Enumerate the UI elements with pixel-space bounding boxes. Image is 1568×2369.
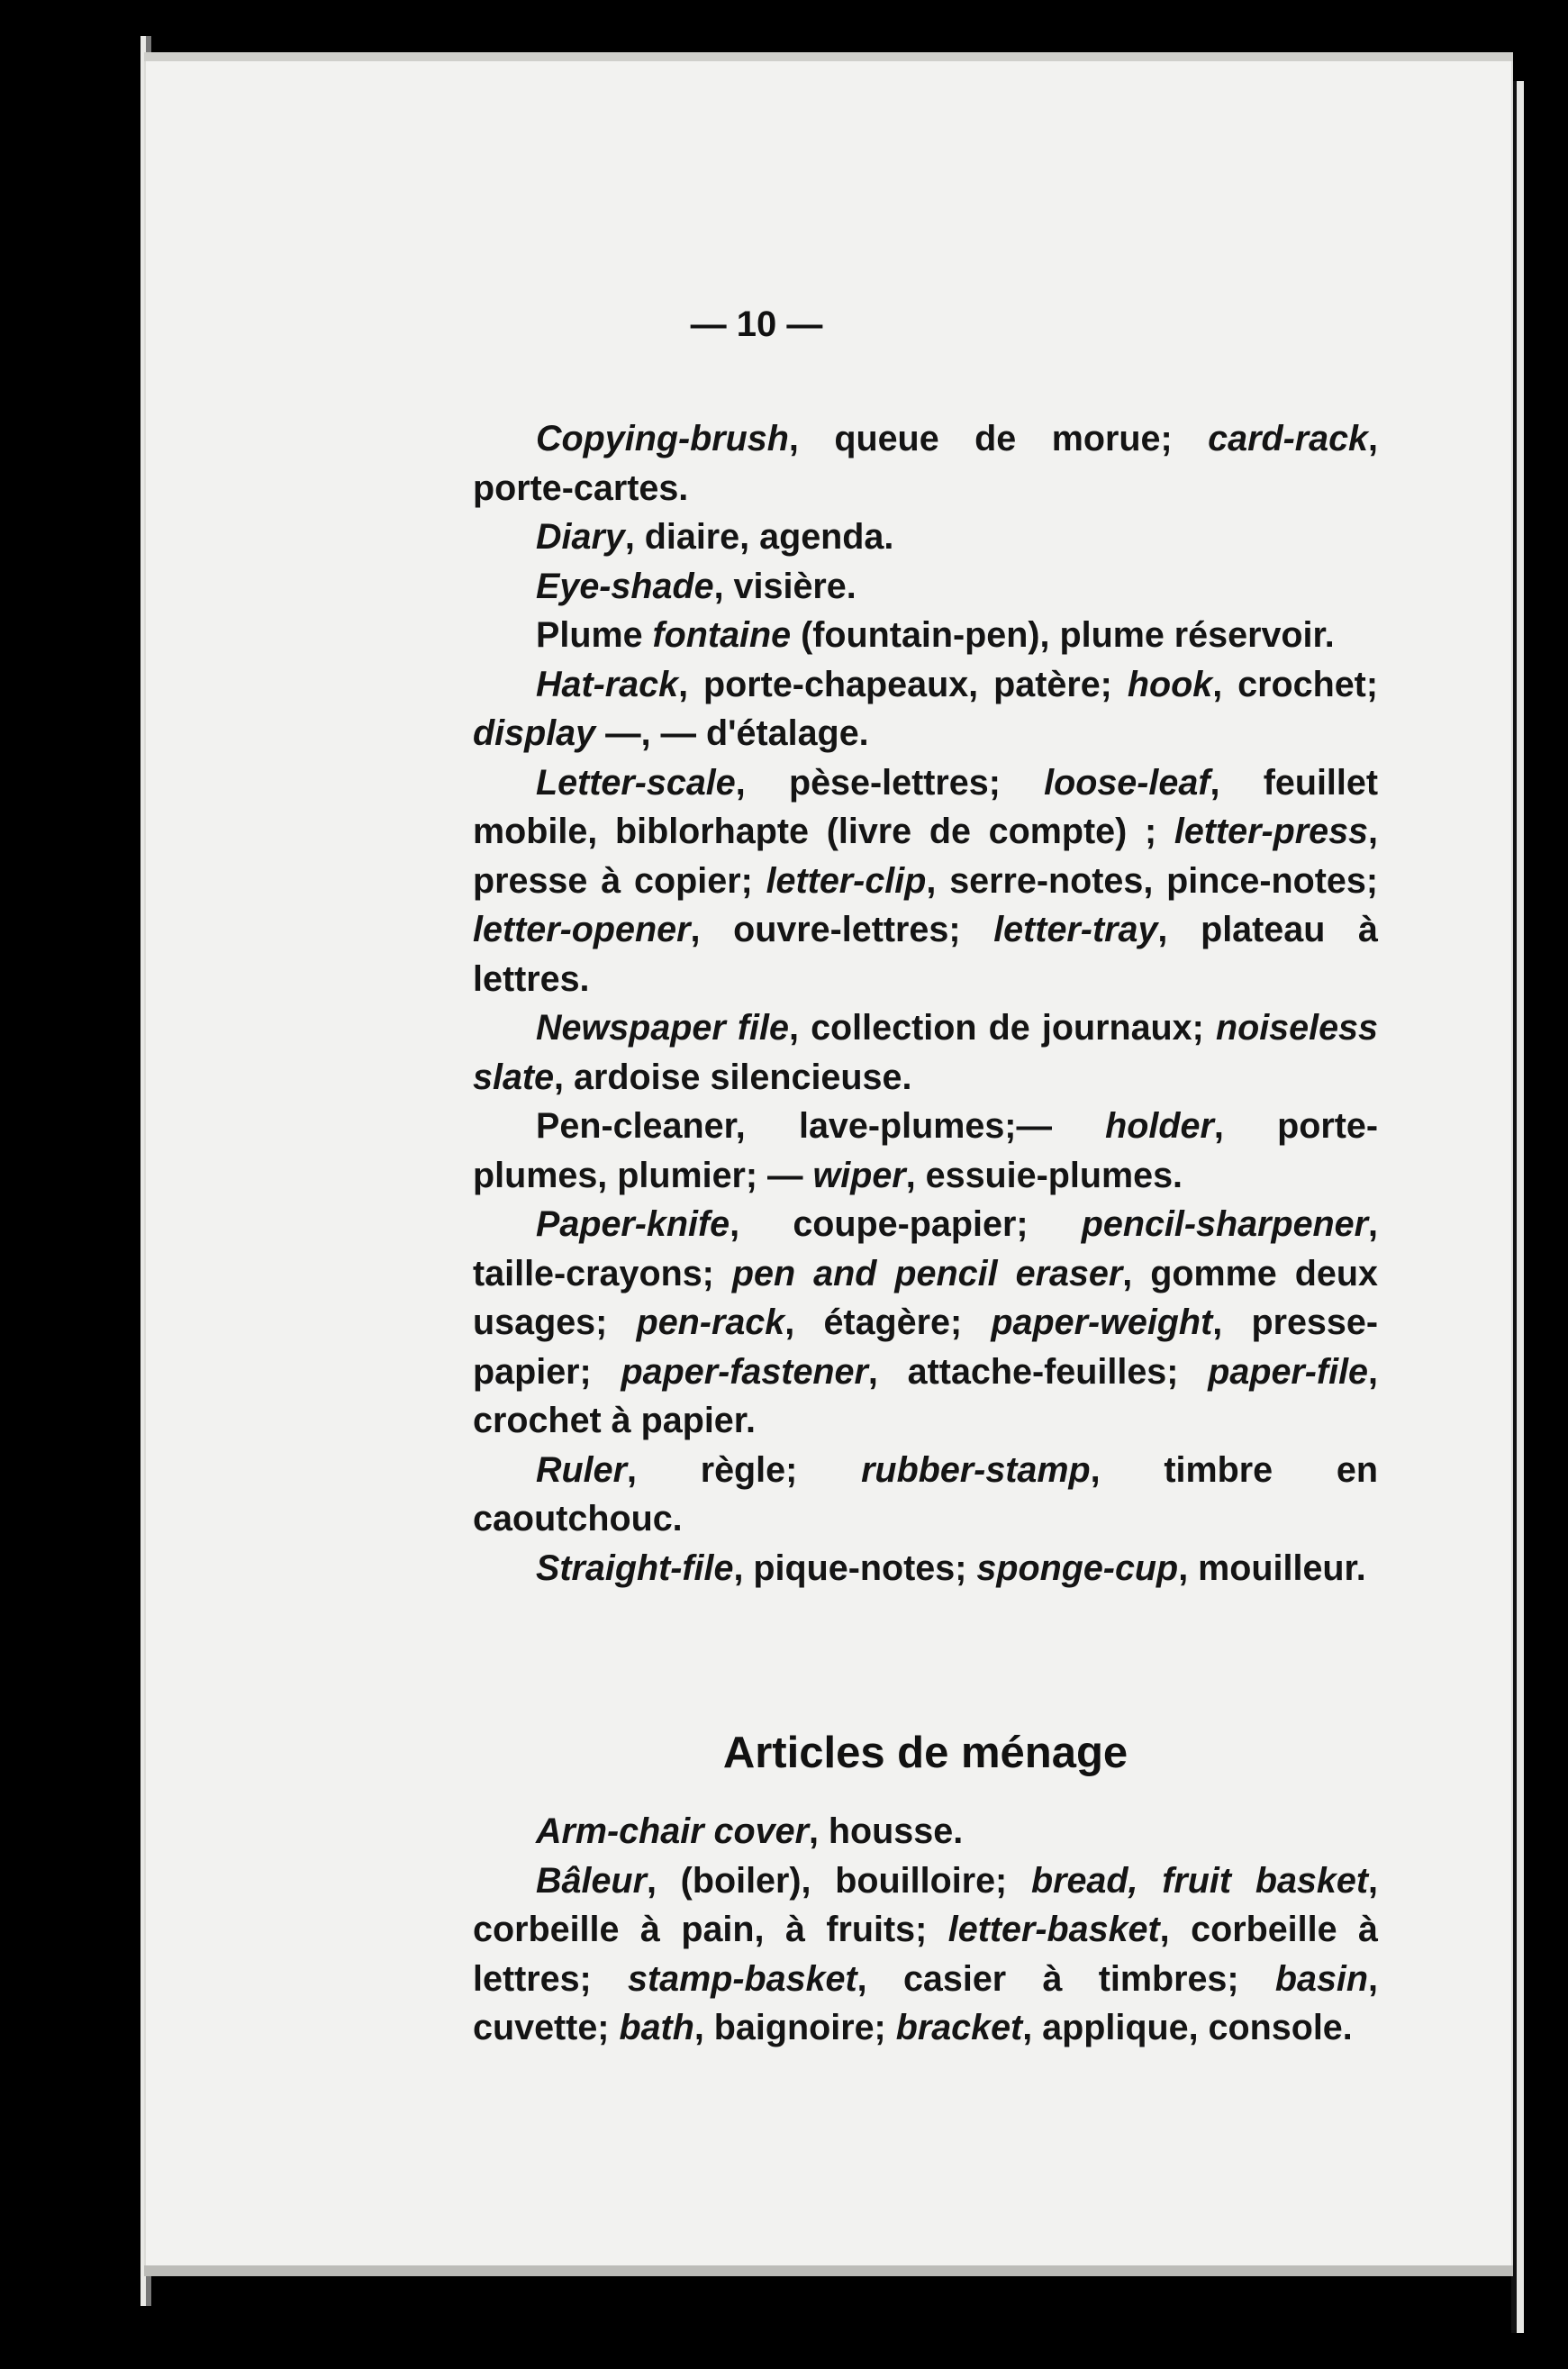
french-gloss: , corbeille à pain, à fruits; xyxy=(473,1860,1378,1949)
glossary-entry xyxy=(473,660,1378,758)
english-term: letter-basket xyxy=(947,1910,1160,1949)
french-gloss: , règle; xyxy=(626,1449,862,1490)
glossary-entry xyxy=(473,1102,1378,1200)
glossary-entry xyxy=(473,513,1378,562)
english-term: pen and pencil eraser xyxy=(731,1253,1123,1293)
english-term: bath xyxy=(619,2008,694,2047)
english-term: wiper xyxy=(812,1155,906,1195)
english-term: noiseless slate xyxy=(473,1008,1378,1097)
french-gloss: , attache-feuilles; xyxy=(867,1351,1209,1392)
english-term: Diary xyxy=(536,517,625,557)
french-gloss: , étagère; xyxy=(784,1302,992,1342)
french-gloss: , ardoise silencieuse. xyxy=(554,1057,912,1097)
english-term: Ruler xyxy=(536,1449,627,1490)
english-term: bracket xyxy=(895,2008,1023,2047)
french-gloss: , ouvre-lettres; xyxy=(690,910,994,949)
french-gloss: , collection de journaux; xyxy=(788,1008,1216,1048)
english-term: Newspaper file xyxy=(536,1008,789,1048)
scan-right-border xyxy=(1511,81,1568,2333)
french-gloss: , diaire, agenda. xyxy=(624,517,894,557)
french-gloss: Pen-cleaner, lave-plumes;— xyxy=(536,1106,1106,1146)
english-term: paper-fastener xyxy=(621,1351,868,1392)
french-gloss: (fountain-pen), plume réservoir. xyxy=(791,615,1335,655)
english-term: fontaine xyxy=(652,615,792,655)
french-gloss: , pèse-lettres; xyxy=(735,762,1045,803)
english-term: display xyxy=(473,713,596,753)
french-gloss: , casier à timbres; xyxy=(857,1958,1275,1999)
french-gloss: , porte-plumes, plumier; — xyxy=(473,1106,1378,1195)
english-term: Eye-shade xyxy=(536,566,714,606)
english-term: hook xyxy=(1127,664,1213,704)
glossary-entry xyxy=(473,1200,1378,1446)
english-term: basin xyxy=(1274,1958,1369,1999)
english-term: stamp-basket xyxy=(628,1958,857,1999)
english-term: pencil-sharpener xyxy=(1081,1204,1369,1244)
page-top-edge xyxy=(144,52,1513,61)
french-gloss: , corbeille à lettres; xyxy=(473,1910,1378,1999)
english-term: Copying-brush xyxy=(536,419,789,458)
glossary-entry xyxy=(473,1544,1378,1593)
french-gloss: , porte-cartes. xyxy=(473,419,1378,508)
page-number: — 10 — xyxy=(690,304,823,344)
glossary-entry xyxy=(473,1856,1378,2053)
french-gloss: , coupe-papier; xyxy=(730,1204,1082,1244)
french-gloss: , baignoire; xyxy=(693,2008,896,2047)
french-gloss: , timbre en caoutchouc. xyxy=(473,1449,1378,1538)
glossary-entry xyxy=(473,1003,1378,1102)
french-gloss: , gomme deux usages; xyxy=(473,1253,1378,1342)
french-gloss: , presse à copier; xyxy=(473,812,1378,901)
french-gloss: , cuvette; xyxy=(473,1958,1379,2047)
french-gloss: , essuie-plumes. xyxy=(905,1155,1183,1195)
glossary-entry xyxy=(473,758,1378,1004)
english-term: paper-file xyxy=(1208,1351,1369,1392)
french-gloss: , visière. xyxy=(713,566,857,606)
french-gloss: —, — d'étalage. xyxy=(595,713,869,753)
french-gloss: , pique-notes; xyxy=(733,1548,977,1588)
english-term: holder xyxy=(1105,1106,1214,1146)
page-bottom-edge xyxy=(144,2265,1513,2276)
section-heading: Articles de ménage xyxy=(722,1729,1128,1777)
french-gloss: , mouilleur. xyxy=(1178,1548,1366,1588)
english-term: letter-clip xyxy=(766,860,927,901)
english-term: Arm-chair cover xyxy=(536,1811,809,1851)
glossary-entry xyxy=(473,1446,1378,1544)
english-term: Hat-rack xyxy=(536,664,679,704)
english-term: sponge-cup xyxy=(976,1548,1179,1588)
english-term: rubber-stamp xyxy=(861,1449,1091,1490)
french-gloss: , feuillet mobile, biblorhapte (livre de compte) ; xyxy=(473,762,1378,851)
french-gloss: , crochet; xyxy=(1212,664,1378,704)
french-gloss: , queue de morue; xyxy=(788,419,1209,458)
french-gloss: , crochet à papier. xyxy=(473,1351,1378,1440)
english-term: bread, fruit basket xyxy=(1030,1860,1368,1901)
english-term: Letter-scale xyxy=(536,762,736,803)
french-gloss: , (boiler), bouilloire; xyxy=(646,1860,1031,1901)
french-gloss: , plateau à lettres. xyxy=(473,910,1378,999)
french-gloss: , presse-papier; xyxy=(473,1302,1378,1392)
english-term: Straight-file xyxy=(536,1548,734,1588)
english-term: paper-weight xyxy=(991,1302,1213,1342)
english-term: card-rack xyxy=(1208,419,1369,458)
english-term: letter-tray xyxy=(993,910,1158,949)
english-term: letter-opener xyxy=(473,910,691,949)
english-term: letter-press xyxy=(1174,812,1369,851)
english-term: Paper-knife xyxy=(536,1204,730,1244)
french-gloss: Plume xyxy=(536,615,653,655)
french-gloss: , taille-crayons; xyxy=(473,1204,1378,1293)
english-term: Bâleur xyxy=(536,1860,647,1901)
french-gloss: , applique, console. xyxy=(1022,2008,1353,2047)
glossary-entry xyxy=(473,562,1378,612)
english-term: pen-rack xyxy=(636,1302,785,1342)
french-gloss: , housse. xyxy=(808,1811,964,1851)
glossary-entries xyxy=(473,414,1378,1593)
glossary-entry xyxy=(473,414,1378,513)
glossary-entry xyxy=(473,1807,1378,1856)
household-entries xyxy=(473,1807,1378,2053)
english-term: loose-leaf xyxy=(1044,762,1210,803)
french-gloss: , porte-chapeaux, patère; xyxy=(678,664,1128,704)
glossary-entry xyxy=(473,611,1378,660)
french-gloss: , serre-notes, pince-notes; xyxy=(926,860,1378,901)
